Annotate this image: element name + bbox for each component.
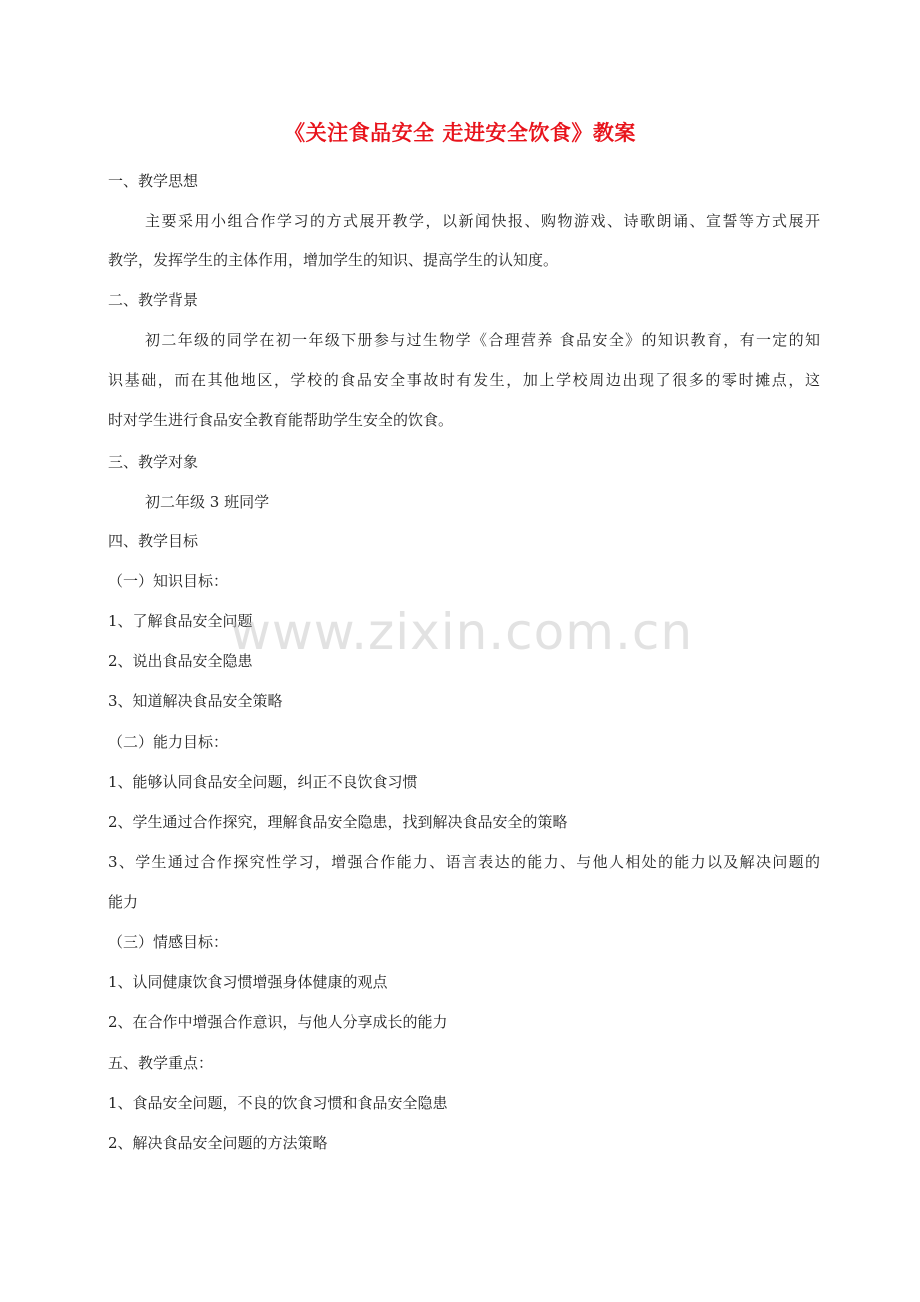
list-item-continuation: 能力 <box>108 893 139 911</box>
subheading-ability-goals: （二）能力目标： <box>108 733 229 751</box>
paragraph-line: 主要采用小组合作学习的方式展开教学，以新闻快报、购物游戏、诗歌朗诵、宣誓等方式展开 <box>145 212 820 230</box>
section-heading-teaching-idea: 一、教学思想 <box>108 172 199 190</box>
list-item: 1、认同健康饮食习惯增强身体健康的观点 <box>108 973 388 991</box>
document-title: 《关注食品安全 走进安全饮食》教案 <box>284 121 636 145</box>
paragraph-line: 初二年级的同学在初一年级下册参与过生物学《合理营养 食品安全》的知识教育，有一定的知 <box>145 331 820 349</box>
subheading-knowledge-goals: （一）知识目标： <box>108 572 229 590</box>
list-item: 2、说出食品安全隐患 <box>108 652 253 670</box>
list-item: 1、了解食品安全问题 <box>108 612 253 630</box>
list-item: 1、食品安全问题，不良的饮食习惯和食品安全隐患 <box>108 1094 448 1112</box>
subheading-emotion-goals: （三）情感目标： <box>108 933 229 951</box>
list-item: 2、解决食品安全问题的方法策略 <box>108 1134 328 1152</box>
list-item: 1、能够认同食品安全问题，纠正不良饮食习惯 <box>108 773 418 791</box>
paragraph-line: 初二年级 3 班同学 <box>145 493 270 511</box>
watermark: www.zixin.com.cn <box>230 603 694 661</box>
paragraph-line: 教学，发挥学生的主体作用，增加学生的知识、提高学生的认知度。 <box>108 251 559 269</box>
list-item: 3、知道解决食品安全策略 <box>108 692 283 710</box>
list-item: 3、学生通过合作探究性学习，增强合作能力、语言表达的能力、与他人相处的能力以及解决问题的 <box>108 853 820 871</box>
section-heading-teaching-background: 二、教学背景 <box>108 291 199 309</box>
section-heading-teaching-target: 三、教学对象 <box>108 453 199 471</box>
section-heading-teaching-goals: 四、教学目标 <box>108 532 199 550</box>
section-heading-teaching-key-points: 五、教学重点： <box>108 1054 214 1072</box>
paragraph-line: 识基础，而在其他地区，学校的食品安全事故时有发生，加上学校周边出现了很多的零时摊点，这 <box>108 371 820 389</box>
paragraph-line: 时对学生进行食品安全教育能帮助学生安全的饮食。 <box>108 411 454 429</box>
list-item: 2、学生通过合作探究，理解食品安全隐患，找到解决食品安全的策略 <box>108 813 568 831</box>
list-item: 2、在合作中增强合作意识，与他人分享成长的能力 <box>108 1013 448 1031</box>
